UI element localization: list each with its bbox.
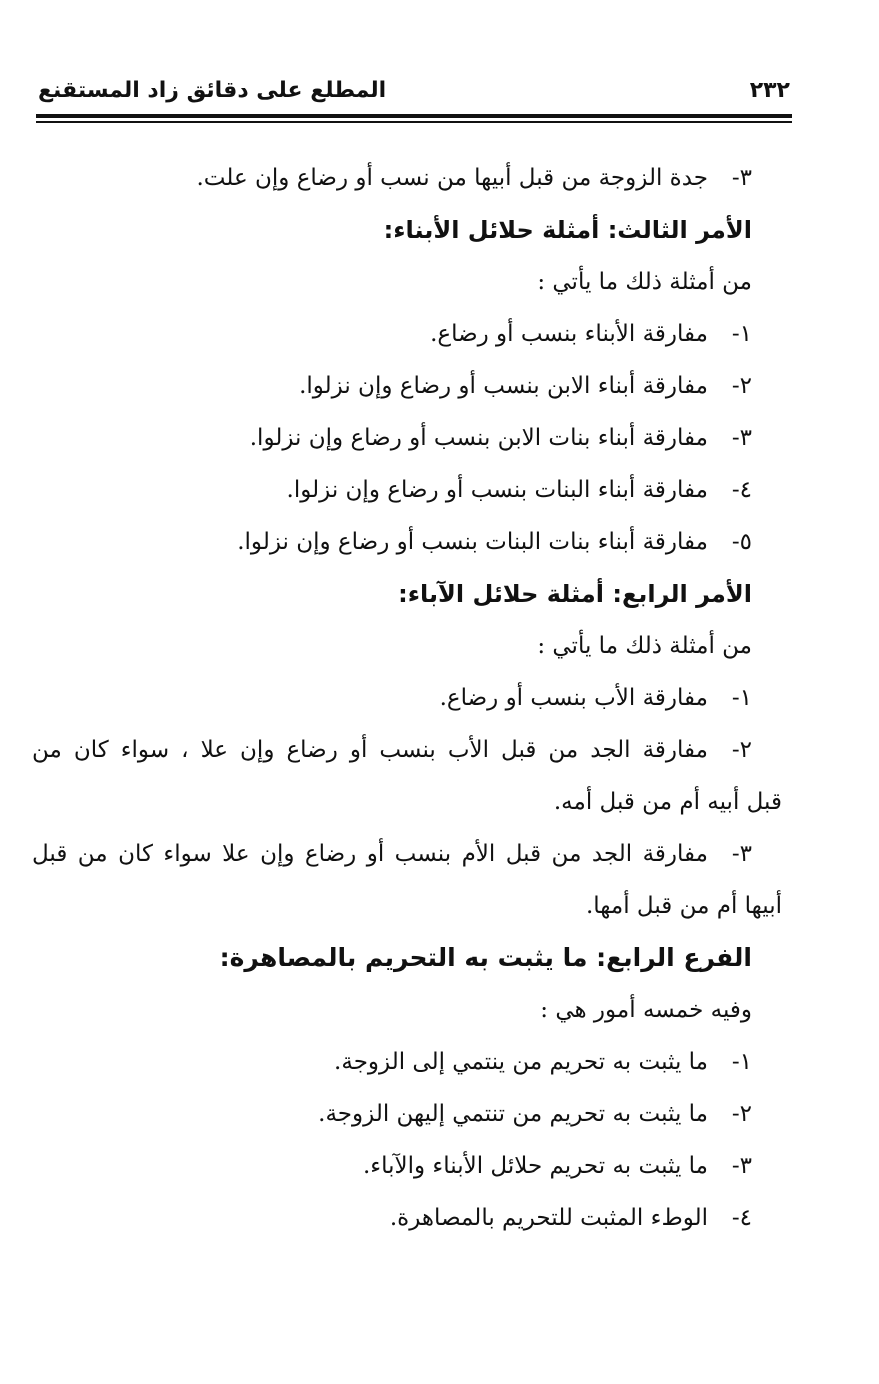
page-number: ٢٣٢ bbox=[749, 78, 790, 103]
list-item-text: مفارقة الأبناء بنسب أو رضاع. bbox=[430, 321, 708, 347]
list-item bbox=[32, 1192, 752, 1244]
list-item-text: مفارقة أبناء بنات البنات بنسب أو رضاع وإن نزلوا. bbox=[237, 529, 708, 555]
list-item-number: ٣- bbox=[731, 165, 752, 191]
list-item-number: ٢- bbox=[731, 737, 752, 763]
running-title: المطلع على دقائق زاد المستقنع bbox=[38, 78, 387, 103]
list-item bbox=[32, 1140, 752, 1192]
list-item-continuation: قبل أبيه أم من قبل أمه. bbox=[553, 789, 782, 815]
list-item-number: ٤- bbox=[731, 1205, 752, 1231]
list-item-text: مفارقة أبناء بنات الابن بنسب أو رضاع وإن نزلوا. bbox=[249, 425, 708, 451]
list-item-wrapped bbox=[32, 724, 752, 776]
branch-heading: الفرع الرابع: ما يثبت به التحريم بالمصاهرة: bbox=[219, 943, 752, 972]
list-item-text: مفارقة الجد من قبل الأم بنسب أو رضاع وإن علا سواء كان من قبل bbox=[32, 841, 708, 867]
list-item-number: ٣- bbox=[731, 1153, 752, 1179]
list-item-text: ما يثبت به تحريم من تنتمي إليهن الزوجة. bbox=[318, 1101, 708, 1127]
list-item-text: ما يثبت به تحريم حلائل الأبناء والآباء. bbox=[362, 1153, 708, 1179]
header-rule-thin bbox=[36, 121, 792, 123]
list-item bbox=[32, 672, 752, 724]
list-item-text: ما يثبت به تحريم من ينتمي إلى الزوجة. bbox=[334, 1049, 708, 1075]
list-item-text: جدة الزوجة من قبل أبيها من نسب أو رضاع وإن علت. bbox=[196, 165, 708, 191]
header-rule-thick bbox=[36, 114, 792, 118]
list-item bbox=[32, 516, 752, 568]
list-item-text: مفارقة أبناء البنات بنسب أو رضاع وإن نزلوا. bbox=[286, 477, 708, 503]
list-item bbox=[32, 1088, 752, 1140]
list-item-number: ١- bbox=[731, 685, 752, 711]
section-heading: الأمر الرابع: أمثلة حلائل الآباء: bbox=[398, 580, 752, 608]
list-item bbox=[32, 308, 752, 360]
intro-line: من أمثلة ذلك ما يأتي : bbox=[537, 633, 752, 659]
list-item-number: ٣- bbox=[731, 841, 752, 867]
list-item-text: الوطء المثبت للتحريم بالمصاهرة. bbox=[389, 1205, 708, 1231]
section-heading: الأمر الثالث: أمثلة حلائل الأبناء: bbox=[383, 216, 752, 244]
list-item-number: ٢- bbox=[731, 373, 752, 399]
list-item-continuation: أبيها أم من قبل أمها. bbox=[585, 893, 782, 919]
intro-line: وفيه خمسه أمور هي : bbox=[540, 997, 752, 1023]
list-item-wrapped bbox=[32, 828, 752, 880]
list-item bbox=[32, 360, 752, 412]
list-item-number: ١- bbox=[731, 321, 752, 347]
list-item-text: مفارقة الأب بنسب أو رضاع. bbox=[439, 685, 708, 711]
list-item bbox=[32, 152, 752, 204]
list-item bbox=[32, 1036, 752, 1088]
list-item-number: ٣- bbox=[731, 425, 752, 451]
page-header bbox=[38, 78, 790, 108]
list-item-number: ١- bbox=[731, 1049, 752, 1075]
list-item-number: ٤- bbox=[731, 477, 752, 503]
page-body bbox=[32, 152, 782, 1244]
list-item-text: مفارقة الجد من قبل الأب بنسب أو رضاع وإن علا ، سواء كان من bbox=[32, 737, 708, 763]
list-item-number: ٥- bbox=[731, 529, 752, 555]
list-item bbox=[32, 412, 752, 464]
intro-line: من أمثلة ذلك ما يأتي : bbox=[537, 269, 752, 295]
list-item-text: مفارقة أبناء الابن بنسب أو رضاع وإن نزلوا. bbox=[299, 373, 708, 399]
list-item bbox=[32, 464, 752, 516]
list-item-number: ٢- bbox=[731, 1101, 752, 1127]
